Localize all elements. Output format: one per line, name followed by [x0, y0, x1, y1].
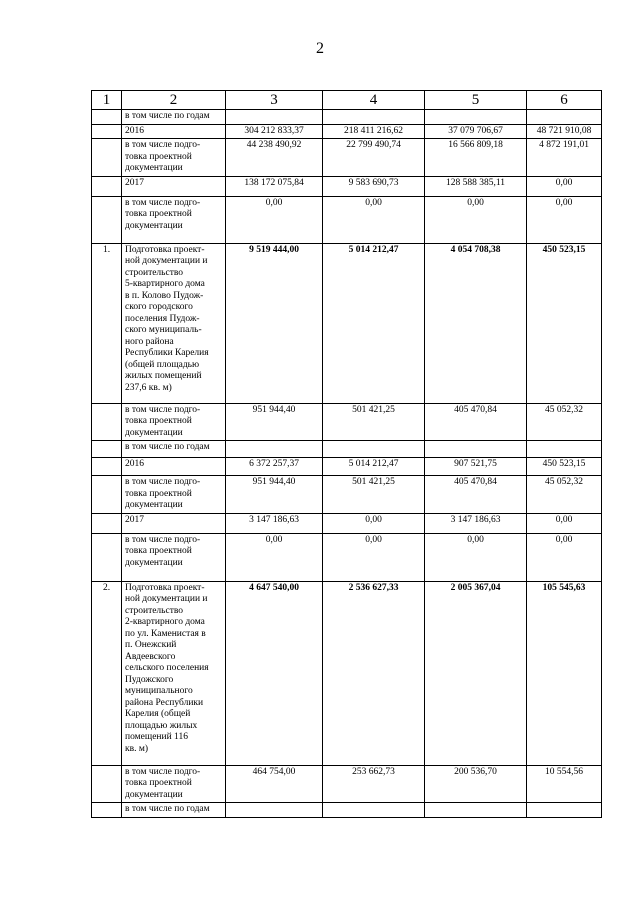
value-cell: 0,00	[527, 533, 602, 581]
value-cell: 501 421,25	[323, 403, 425, 441]
row-label: в том числе по годам	[122, 803, 226, 818]
value-cell: 9 583 690,73	[323, 176, 425, 196]
value-cell: 138 172 075,84	[226, 176, 323, 196]
value-cell	[323, 110, 425, 125]
header-cell: 3	[226, 91, 323, 110]
table-row	[92, 243, 602, 403]
header-cell: 5	[425, 91, 527, 110]
value-cell: 450 523,15	[527, 243, 602, 403]
value-cell: 2 005 367,04	[425, 581, 527, 765]
value-cell	[425, 803, 527, 818]
value-cell	[323, 441, 425, 458]
value-cell: 3 147 186,63	[226, 513, 323, 533]
value-cell: 37 079 706,67	[425, 124, 527, 139]
value-cell: 16 566 809,18	[425, 139, 527, 177]
header-cell: 6	[527, 91, 602, 110]
row-number	[92, 476, 122, 514]
row-label: в том числе подго- товка проектной документации	[122, 765, 226, 803]
table-row	[92, 110, 602, 125]
value-cell: 0,00	[323, 533, 425, 581]
row-number	[92, 803, 122, 818]
table-row	[92, 139, 602, 177]
table-row	[92, 476, 602, 514]
value-cell: 0,00	[323, 196, 425, 243]
table-row	[92, 176, 602, 196]
value-cell	[323, 803, 425, 818]
value-cell: 0,00	[527, 176, 602, 196]
table-row	[92, 513, 602, 533]
page-number: 2	[316, 40, 324, 57]
row-number	[92, 403, 122, 441]
row-label: 2017	[122, 176, 226, 196]
row-number: 1.	[92, 243, 122, 403]
row-number	[92, 765, 122, 803]
table-row	[92, 196, 602, 243]
row-number	[92, 139, 122, 177]
row-number	[92, 458, 122, 476]
value-cell: 4 872 191,01	[527, 139, 602, 177]
value-cell: 0,00	[226, 196, 323, 243]
value-cell: 501 421,25	[323, 476, 425, 514]
value-cell	[527, 441, 602, 458]
value-cell: 10 554,56	[527, 765, 602, 803]
value-cell	[425, 110, 527, 125]
value-cell	[226, 441, 323, 458]
table-row	[92, 803, 602, 818]
row-number	[92, 124, 122, 139]
value-cell	[527, 803, 602, 818]
value-cell	[226, 803, 323, 818]
table-row	[92, 458, 602, 476]
value-cell: 3 147 186,63	[425, 513, 527, 533]
value-cell: 2 536 627,33	[323, 581, 425, 765]
value-cell: 9 519 444,00	[226, 243, 323, 403]
value-cell	[425, 441, 527, 458]
value-cell: 5 014 212,47	[323, 243, 425, 403]
row-label: в том числе подго- товка проектной документации	[122, 196, 226, 243]
row-number	[92, 176, 122, 196]
row-label: 2016	[122, 458, 226, 476]
header-cell: 1	[92, 91, 122, 110]
row-number	[92, 441, 122, 458]
value-cell: 0,00	[323, 513, 425, 533]
value-cell: 304 212 833,37	[226, 124, 323, 139]
row-number	[92, 196, 122, 243]
row-label: в том числе по годам	[122, 110, 226, 125]
value-cell: 951 944,40	[226, 476, 323, 514]
value-cell: 450 523,15	[527, 458, 602, 476]
row-label: в том числе подго- товка проектной документации	[122, 476, 226, 514]
value-cell: 44 238 490,92	[226, 139, 323, 177]
value-cell	[226, 110, 323, 125]
header-row	[92, 91, 602, 110]
value-cell: 951 944,40	[226, 403, 323, 441]
budget-table	[91, 90, 602, 818]
row-label: в том числе по годам	[122, 441, 226, 458]
value-cell: 5 014 212,47	[323, 458, 425, 476]
row-label: Подготовка проект- ной документации и строительство 5-квартирного дома в п. Колово Пудож- ского городского поселения Пудож- ского муниципаль- ного района Республики Карелия (общей площадью жилых помещений 237,6 кв. м)	[122, 243, 226, 403]
row-number	[92, 110, 122, 125]
value-cell: 907 521,75	[425, 458, 527, 476]
header-cell: 2	[122, 91, 226, 110]
row-label: в том числе подго- товка проектной документации	[122, 533, 226, 581]
table-row	[92, 581, 602, 765]
value-cell: 45 052,32	[527, 403, 602, 441]
value-cell: 0,00	[527, 513, 602, 533]
value-cell: 4 054 708,38	[425, 243, 527, 403]
value-cell: 105 545,63	[527, 581, 602, 765]
table-row	[92, 124, 602, 139]
row-label: в том числе подго- товка проектной документации	[122, 403, 226, 441]
value-cell: 0,00	[425, 533, 527, 581]
value-cell: 200 536,70	[425, 765, 527, 803]
table-row	[92, 403, 602, 441]
value-cell: 4 647 540,00	[226, 581, 323, 765]
value-cell: 22 799 490,74	[323, 139, 425, 177]
row-number: 2.	[92, 581, 122, 765]
row-label: 2016	[122, 124, 226, 139]
value-cell: 464 754,00	[226, 765, 323, 803]
header-cell: 4	[323, 91, 425, 110]
row-label: в том числе подго- товка проектной документации	[122, 139, 226, 177]
value-cell: 0,00	[527, 196, 602, 243]
value-cell: 128 588 385,11	[425, 176, 527, 196]
value-cell: 218 411 216,62	[323, 124, 425, 139]
value-cell: 405 470,84	[425, 403, 527, 441]
value-cell: 0,00	[425, 196, 527, 243]
value-cell	[527, 110, 602, 125]
value-cell: 6 372 257,37	[226, 458, 323, 476]
value-cell: 45 052,32	[527, 476, 602, 514]
row-number	[92, 533, 122, 581]
row-number	[92, 513, 122, 533]
row-label: 2017	[122, 513, 226, 533]
value-cell: 0,00	[226, 533, 323, 581]
table-row	[92, 441, 602, 458]
value-cell: 48 721 910,08	[527, 124, 602, 139]
row-label: Подготовка проект- ной документации и строительство 2-квартирного дома по ул. Каменистая в п. Онежский Авдеевского сельского поселения Пудожского муниципального района Республики Карелия (общей площадью жилых помещений 116 кв. м)	[122, 581, 226, 765]
value-cell: 405 470,84	[425, 476, 527, 514]
value-cell: 253 662,73	[323, 765, 425, 803]
table-row	[92, 533, 602, 581]
table-row	[92, 765, 602, 803]
